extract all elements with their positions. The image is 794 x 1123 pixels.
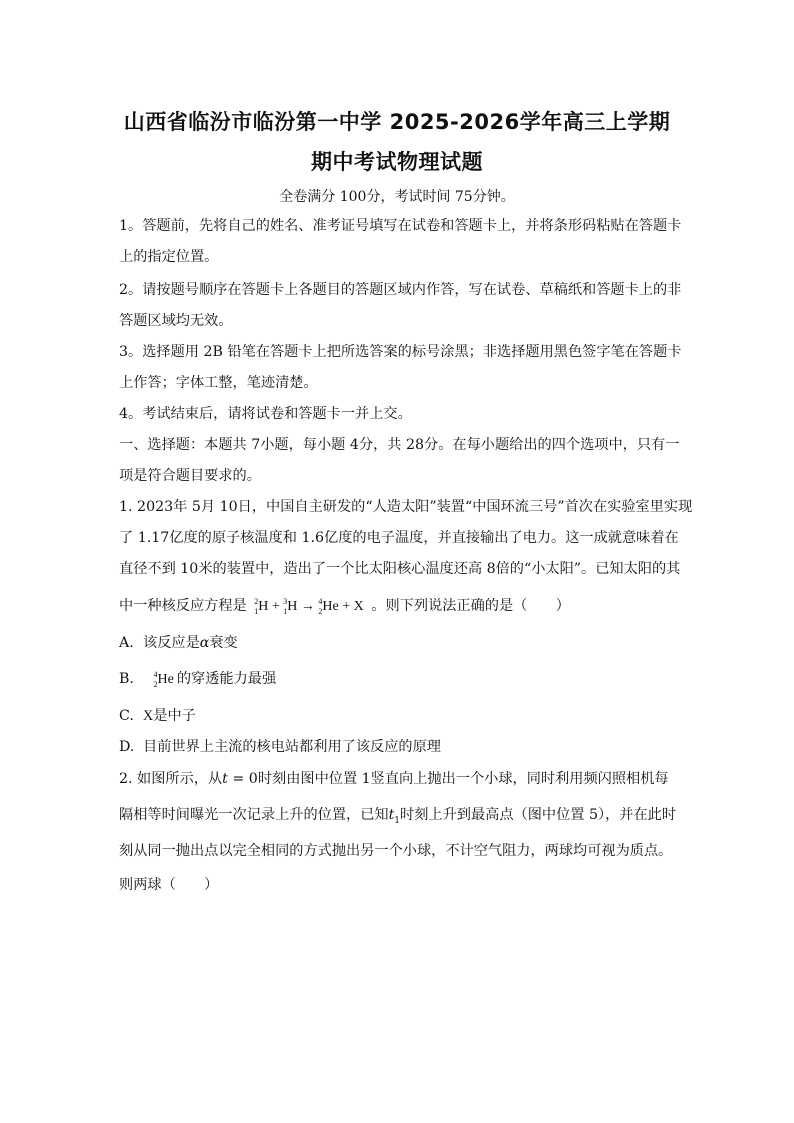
- exam-title-line2: 期中考试物理试题: [311, 150, 483, 174]
- nuclide-mass: 4: [318, 597, 323, 606]
- option-d: [119, 737, 441, 757]
- option-label: C.: [119, 708, 134, 724]
- text-run: 2. 如图所示，从: [119, 771, 223, 787]
- alpha-symbol: α: [199, 635, 210, 651]
- plus-sign: +: [342, 599, 351, 614]
- option-text: 该反应是: [143, 635, 200, 651]
- time-variable: t: [222, 771, 228, 787]
- instruction-line: 2。请按题号顺序在答题卡上各题目的答题区域内作答，写在试卷、草稿纸和答题卡上的非: [119, 282, 682, 298]
- plus-sign: +: [271, 599, 280, 614]
- option-text: 衰变: [209, 635, 238, 651]
- question-1-text: 直径不到 10米的装置中，造出了一个比太阳核心温度还高 8倍的“小太阳”。已知太阳的其: [119, 561, 681, 577]
- question-2-text: 刻从同一抛出点以完全相同的方式抛出另一个小球，不计空气阻力，两球均可视为质点。: [119, 843, 673, 859]
- section-heading: 项是符合题目要求的。: [119, 468, 261, 484]
- instruction-line: 4。考试结束后，请将试卷和答题卡一并上交。: [119, 406, 412, 422]
- nuclide-charge: 2: [153, 680, 158, 689]
- question-1-text: 了 1.17亿度的原子核温度和 1.6亿度的电子温度，并直接输出了电力。这一成就意味着在: [119, 530, 679, 546]
- nuclide-charge: 1: [254, 607, 259, 616]
- option-text: 是中子: [153, 708, 196, 724]
- question-1-equation-line: [119, 596, 684, 618]
- option-text: 的穿透能力最强: [176, 671, 277, 687]
- nuclide-symbol: He: [322, 599, 339, 614]
- option-label: A.: [119, 635, 134, 651]
- nuclear-equation: [254, 597, 364, 618]
- text-run: 隔相等时间曝光一次记录上升的位置，已知: [119, 807, 389, 823]
- nuclide-symbol: X: [353, 599, 364, 614]
- nuclide-charge: 1: [283, 607, 288, 616]
- option-label: D.: [119, 739, 135, 755]
- nuclide-symbol: H: [258, 599, 269, 614]
- question-2-text: 则两球（ ）: [119, 877, 219, 893]
- nuclide-symbol: H: [287, 599, 298, 614]
- option-text: 目前世界上主流的核电站都利用了该反应的原理: [143, 739, 441, 755]
- question-2-text: [119, 769, 684, 789]
- question-1-text: 1. 2023年 5月 10日，中国自主研发的“人造太阳”装置“中国环流三号”首次在实验室里实现: [119, 499, 693, 515]
- instruction-line: 上的指定位置。: [119, 249, 219, 265]
- section-heading: 一、选择题：本题共 7小题，每小题 4分，共 28分。在每小题给出的四个选项中，只有一: [119, 437, 680, 453]
- nuclide-symbol: X: [143, 708, 154, 724]
- instruction-line: 上作答；字体工整，笔迹清楚。: [119, 375, 318, 391]
- helium-nuclide: [154, 670, 174, 691]
- time-variable: t: [388, 807, 395, 823]
- nuclide-mass: 3: [283, 597, 288, 606]
- subscript: 1: [394, 815, 401, 826]
- option-label: B.: [119, 671, 134, 687]
- instruction-line: 3。选择题用 2B 铅笔在答题卡上把所选答案的标号涂黑；非选择题用黑色签字笔在答题卡: [119, 344, 682, 360]
- nuclide-charge: 2: [318, 607, 323, 616]
- equation-suffix: 。则下列说法正确的是（ ）: [371, 598, 570, 614]
- option-a: [119, 633, 238, 653]
- question-2-text: [119, 805, 684, 831]
- text-run: 时刻上升到最高点（图中位置 5），并在此时: [400, 807, 677, 823]
- option-c: [119, 706, 196, 726]
- exam-subtitle: 全卷满分 100分，考试时间 75分钟。: [279, 189, 515, 205]
- nuclide-mass: 4: [153, 670, 158, 679]
- reaction-arrow: →: [300, 599, 315, 614]
- instruction-line: 答题区域均无效。: [119, 313, 233, 329]
- nuclide-symbol: He: [157, 672, 174, 687]
- text-run: = 0: [227, 771, 258, 787]
- exam-title-line1: 山西省临汾市临汾第一中学 2025-2026学年高三上学期: [123, 110, 671, 134]
- nuclide-mass: 2: [254, 597, 259, 606]
- text-run: 时刻由图中位置 1竖直向上抛出一个小球，同时利用频闪照相机每: [257, 771, 669, 787]
- equation-prefix: 中一种核反应方程是: [119, 598, 247, 614]
- instruction-line: 1。答题前，先将自己的姓名、准考证号填写在试卷和答题卡上，并将条形码粘贴在答题卡: [119, 218, 682, 234]
- option-b: [119, 669, 276, 691]
